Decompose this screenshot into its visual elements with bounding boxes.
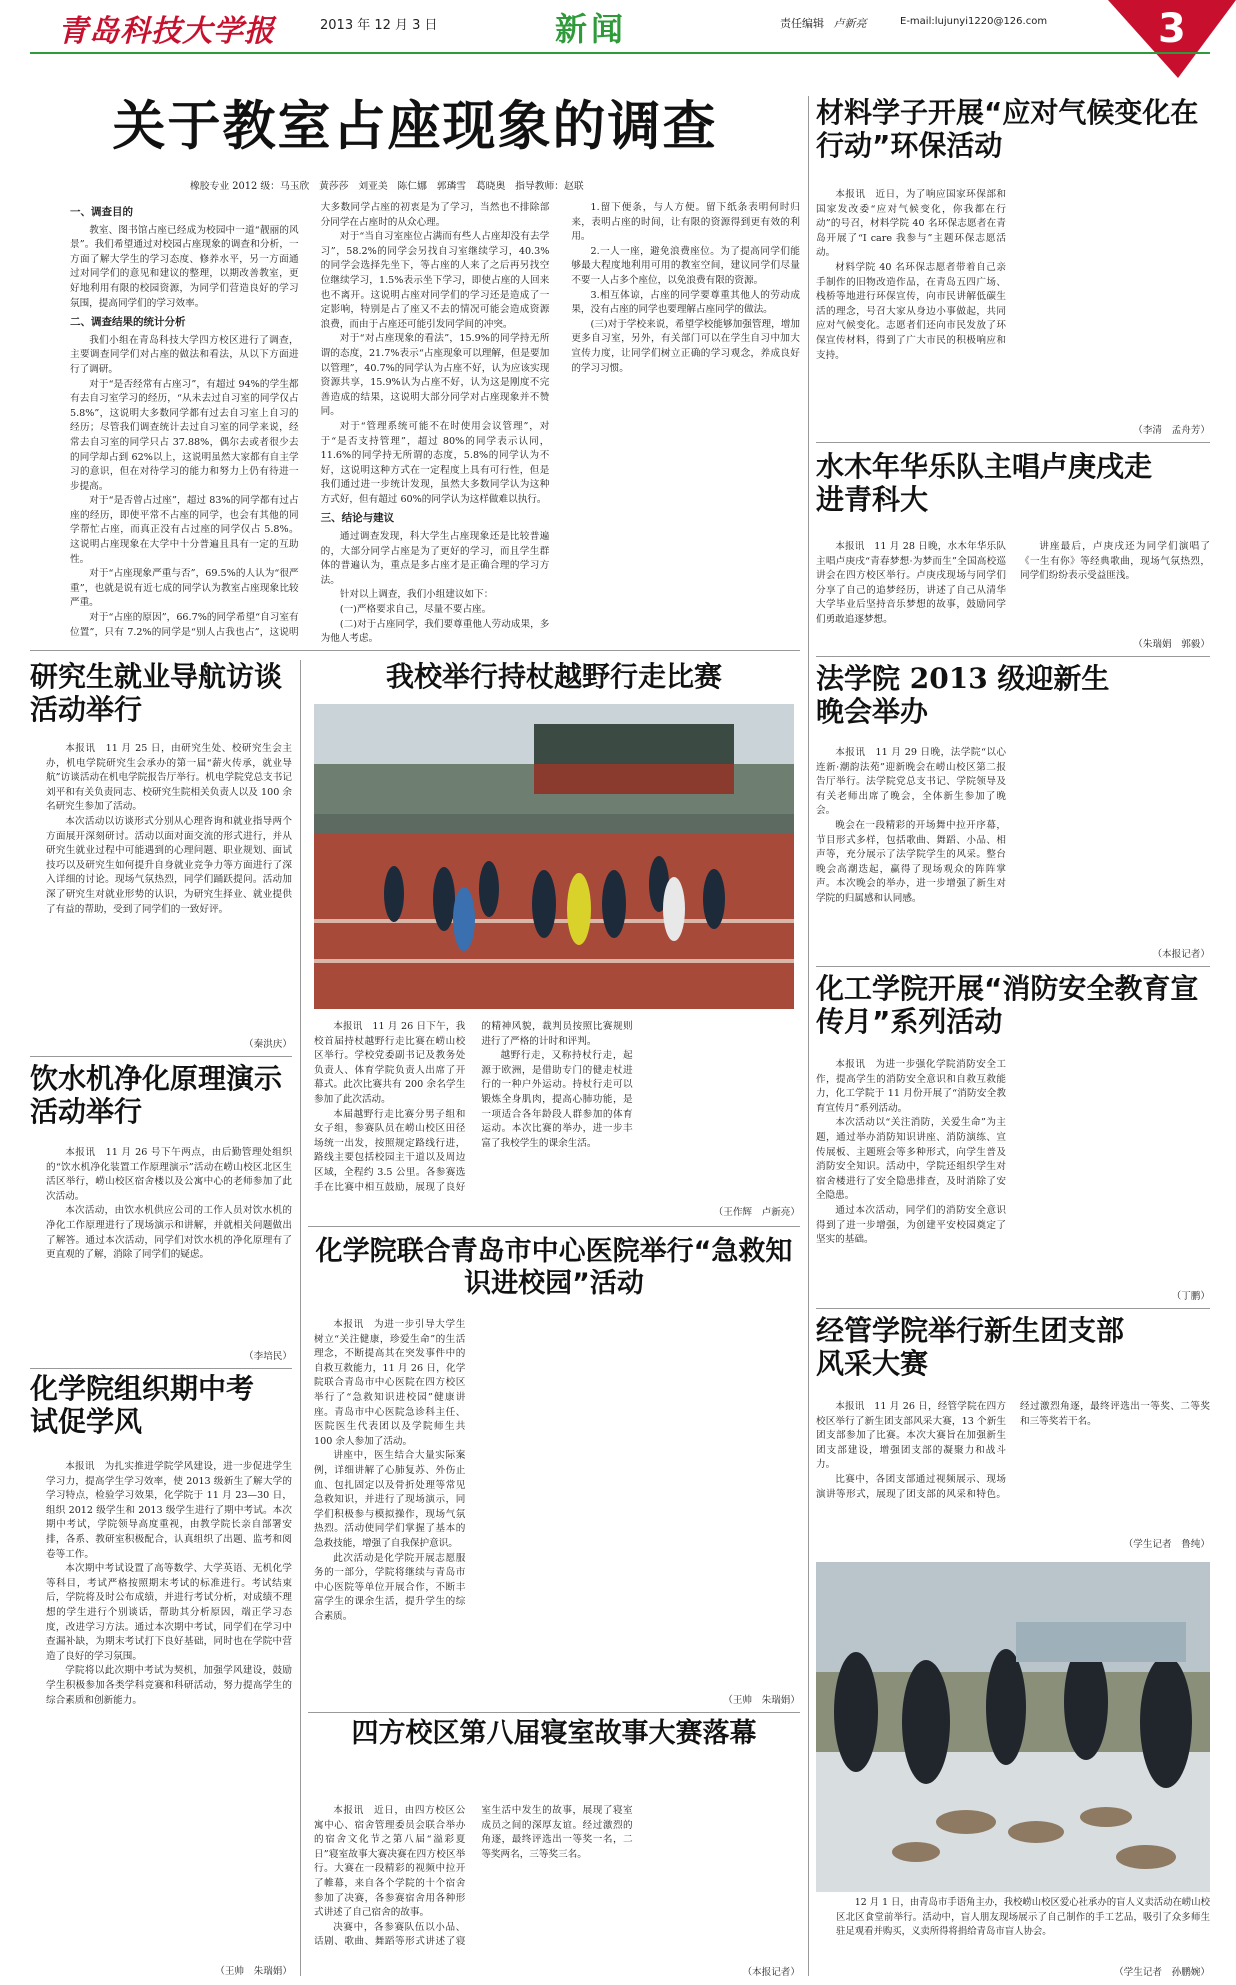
pole-walk-paragraph: 本报讯 11 月 26 日下午，我校首届持杖越野行走比赛在崂山校区举行。学校党委副书记及教务处负责人、体育学院负责人出席了开幕式。此次比赛共有 200 余名学生参加了此次活动。 bbox=[314, 1021, 466, 1105]
band-title: 水木年华乐队主唱卢庚戌走进青科大 bbox=[816, 450, 1153, 517]
column-rule bbox=[808, 96, 809, 1976]
band-paragraph: 讲座最后，卢庚戌还为同学们演唱了《一生有你》等经典歌曲，现场气氛热烈，同学们纷纷表示受益匪浅。 bbox=[1020, 541, 1210, 582]
editor-label-text: 责任编辑 bbox=[780, 17, 824, 30]
first-aid-credit: （王帅 朱瑞娟） bbox=[723, 1695, 800, 1706]
grad-paragraph: 本报讯 11 月 25 日，由研究生处、校研究生会主办，机电学院研究生会承办的第一届“薪火传承，就业导航”访谈活动在机电学院报告厅举行。机电学院党总支书记刘平和有关负责同志、校研究生院相关负责人以及 100 余名研究生参加了活动。 bbox=[46, 743, 292, 813]
section-rule bbox=[816, 442, 1210, 443]
first-aid-title: 化学院联合青岛市中心医院举行“急救知识进校园”活动 bbox=[315, 1236, 793, 1299]
band-paragraph: 本报讯 11 月 28 日晚，水木年华乐队主唱卢庚戌“青春梦想·为梦而生”全国高校巡讲会在四方校区举行。卢庚戌现场与同学们分享了自己的追梦经历，讲述了自己从清华大学毕业后坚持音乐梦想的故事，鼓励同学们勇敢追逐梦想。 bbox=[816, 541, 1006, 625]
section-name: 新闻 bbox=[555, 10, 628, 48]
lead-article bbox=[30, 96, 800, 656]
water-title: 饮水机净化原理演示活动举行 bbox=[30, 1062, 283, 1129]
lead-heading-2: 二、调查结果的统计分析 bbox=[70, 316, 186, 329]
lead-heading-1: 一、调查目的 bbox=[70, 206, 133, 218]
paper-name: 青岛科技大学报 bbox=[58, 14, 275, 49]
lead-paragraph: (一)严格要求自己，尽量不要占座。 bbox=[339, 604, 492, 616]
water-paragraph: 本次活动，由饮水机供应公司的工作人员对饮水机的净化工作原理进行了现场演示和讲解，并就相关问题做出了解答。通过本次活动，同学们对饮水机的净化原理有了更直观的了解，消除了同学们的疑虑。 bbox=[46, 1205, 292, 1261]
grad-paragraph: 本次活动以访谈形式分别从心理咨询和就业指导两个方面展开深刻研讨。活动以面对面交流的形式进行，并从研究生就业过程中可能遇到的心理问题、职业规划、面试技巧以及研究生如何提升自身就业竞争力等方面进行了深入详细的讨论。现场气氛热烈，同学们踊跃提问。活动加深了研究生对就业形势的认识，为研究生择业、就业提供了有益的帮助，受到了同学们的一致好评。 bbox=[46, 815, 292, 915]
environment-article bbox=[816, 96, 1210, 436]
first-aid-paragraph: 讲座中，医生结合大量实际案例，详细讲解了心肺复苏、外伤止血、包扎固定以及骨折处理等常见急救知识，并进行了现场演示，同学们积极参与模拟操作，现场气氛热烈。活动使同学们掌握了基本的急救技能，增强了自我保护意识。 bbox=[314, 1450, 466, 1549]
first-aid-body bbox=[314, 1318, 800, 1684]
fire-paragraph: 本次活动以“关注消防，关爱生命”为主题，通过举办消防知识讲座、消防演练、宣传展板、主题班会等多种形式，向学生普及消防安全知识。活动中，学院还组织学生对宿舍楼进行了安全隐患排查，及时消除了安全隐患。 bbox=[816, 1117, 1006, 1202]
section-rule bbox=[30, 650, 800, 651]
section-rule bbox=[308, 1712, 800, 1713]
lead-paragraph: 对于“对占座现象的看法”，15.9%的同学持无所谓的态度，21.7%表示“占座现象可以理解，但是要加以管理”，40.7%的同学认为占座不好，认为应该实现资源共享，15.9%认为占座不好，认为这是刚度不完善造成的结果，这说明大部分同学对占座现象并不赞同。 bbox=[320, 333, 550, 418]
lead-paragraph: 对于“是否经常有占座习”，有超过 94%的学生都有去自习室学习的经历，“从未去过自习室的同学仅占 5.8%”，这说明大多数同学都有过去自习室上自习的经历；尽管我们调查统计去过自习室的同学来说，经常去自习室的同学只占 37.88%，偶尔去或者很少去的同学却占到 62%以上，这说明虽然大家都有自主学习的意识，但在对待学习的能力和努力上仍有待进一步提高。 bbox=[70, 378, 299, 492]
youth-league-article bbox=[816, 1314, 1210, 1550]
dorm-paragraph: 本报讯 近日，由四方校区公寓中心、宿舍管理委员会联合举办的宿舍文化节之第八届“溢彩夏日”寝室故事大赛决赛在四方校区举行。大赛在一段精彩的视频中拉开了帷幕，来自各个学院的十个宿舍参加了决赛，各参赛宿舍用各种形式讲述了自己宿舍的故事。 bbox=[314, 1805, 466, 1919]
lead-paragraph: 对于“当自习室座位占满而有些人占座却没有去学习”，58.2%的同学会另找自习室继续学习，40.3%的同学会选择先坐下，等占座的人来了之后再另找空位继续学习，1.5%表示坐下学习，即使占座的人回来也不离开。这说明占座对同学们的学习还是造成了一定影响，特别是占了座又不去的情况可能会造成资源浪费，而由于占座还可能引发同学间的冲突。 bbox=[320, 231, 550, 330]
pole-walk-paragraph: 越野行走，又称持杖行走，起源于欧洲，是借助专门的健走杖进行的一种户外运动。持杖行走可以锻炼全身肌肉，提高心肺功能，是一项适合各年龄段人群参加的体育运动。本次比赛的举办，进一步丰富了我校学生的课余生活。 bbox=[481, 1050, 633, 1149]
column-rule bbox=[300, 660, 301, 1976]
chem-exam-body bbox=[46, 1460, 292, 1952]
charity-caption-credit: （学生记者 孙鹏婉） bbox=[1114, 1967, 1210, 1978]
fire-credit: （丁鹏） bbox=[1171, 1291, 1210, 1302]
lead-body bbox=[70, 201, 800, 651]
environment-credit: （李清 孟舟芳） bbox=[1133, 425, 1210, 436]
section-rule bbox=[816, 1308, 1210, 1309]
editor-email: E-mail:lujunyi1220@126.com bbox=[900, 16, 1048, 27]
law-body bbox=[816, 746, 1210, 938]
grad-article bbox=[30, 660, 292, 1050]
youth-league-title: 经管学院举行新生团支部风采大赛 bbox=[816, 1314, 1125, 1381]
environment-paragraph: 材料学院 40 名环保志愿者带着自己亲手制作的旧物改造作品，在青岛五四广场、栈桥等地进行环保宣传，向市民讲解低碳生活的理念，号召大家从身边小事做起，共同应对气候变化。志愿者们还向市民发放了环保宣传材料，得到了广大市民的积极响应和支持。 bbox=[816, 261, 1006, 361]
masthead bbox=[0, 0, 1236, 80]
lead-paragraph: 对于“占座的原因”，66.7%的同学希望“自习室有位置”，只有 7.2%的同学是“别人占我也占”，这说明大多数同学占座的初衷是为了学习，当然也不排除部分同学在占座时的从众心理。 bbox=[70, 202, 550, 638]
lead-heading-3: 三、结论与建议 bbox=[320, 512, 395, 525]
chem-exam-paragraph: 本报讯 为扎实推进学院学风建设，进一步促进学生学习力，提高学生学习效率，使 2013 级新生了解大学的学习特点，检验学习效果，化学院于 11 月 23—30 日，组织 2012 级学生和 2013 级学生进行了期中考试。本次期中考试，学院领导高度重视，由教学院长亲自部署安排，各系、教研室积极配合，认真组织了出题、监考和阅卷等工作。 bbox=[46, 1461, 292, 1560]
lead-title: 关于教室占座现象的调查 bbox=[112, 96, 718, 157]
law-paragraph: 本报讯 11 月 29 日晚，法学院“以心连新·潮韵法苑”迎新晚会在崂山校区第二报告厅举行。法学院党总支书记、学院领导及有关老师出席了晚会，全体新生参加了晚会。 bbox=[816, 747, 1006, 817]
lead-paragraph: (二)对于占座同学，我们要尊重他人劳动成果，多为他人考虑。 bbox=[320, 618, 550, 645]
fire-paragraph: 通过本次活动，同学们的消防安全意识得到了进一步增强，为创建平安校园奠定了坚实的基础。 bbox=[816, 1204, 1006, 1246]
fire-body bbox=[816, 1058, 1210, 1280]
charity-photo-image bbox=[816, 1562, 1210, 1892]
dorm-credit: （本报记者） bbox=[742, 1967, 800, 1978]
first-aid-article bbox=[308, 1236, 800, 1706]
charity-photo bbox=[816, 1562, 1210, 1892]
pole-walk-paragraph: 本届越野行走比赛分男子组和女子组，参赛队员在崂山校区田径场统一出发，按照规定路线行进，路线主要包括校园主干道以及周边区域，全程约 3.5 公里。各参赛选手在比赛中相互鼓励，展现了良好的精神风貌，裁判员按照比赛规则进行了严格的计时和评判。 bbox=[314, 1021, 633, 1193]
law-article bbox=[816, 662, 1210, 960]
first-aid-paragraph: 此次活动是化学院开展志愿服务的一部分，学院将继续与青岛市中心医院等单位开展合作，不断丰富学生的课余生活，提升学生的综合素质。 bbox=[314, 1552, 466, 1622]
page-number: 3 bbox=[1158, 6, 1186, 52]
lead-paragraph: 3.相互体谅，占座的同学要尊重其他人的劳动成果，没有占座的同学也要理解占座同学的做法。 bbox=[571, 289, 800, 316]
lead-paragraph: (三)对于学校来说，希望学校能够加强管理，增加更多自习室，另外，有关部门可以在学生自习中加大宣传力度，让同学们树立正确的学习观念，养成良好的学习习惯。 bbox=[571, 318, 800, 374]
lead-paragraph: 通过调查发现，科大学生占座现象还是比较普遍的，大部分同学占座是为了更好的学习，而且学生群体的普遍认为，重点是多占座才是正确合理的学习方法。 bbox=[320, 531, 550, 586]
pole-walk-article bbox=[308, 660, 800, 1218]
water-body bbox=[46, 1146, 292, 1336]
chem-exam-article bbox=[30, 1372, 292, 1977]
lead-byline: 橡胶专业 2012 级：马玉欣 黄莎莎 刘亚美 陈仁娜 郭璘雪 葛晓奥 指导教师：赵联 bbox=[190, 181, 584, 192]
section-rule bbox=[816, 966, 1210, 967]
water-paragraph: 本报讯 11 月 26 号下午两点，由后勤管理处组织的“饮水机净化装置工作原理演示”活动在崂山校区北区生活区举行，崂山校区宿舍楼以及公寓中心的老师参加了此次活动。 bbox=[46, 1147, 292, 1202]
youth-league-credit: （学生记者 鲁纯） bbox=[1123, 1539, 1210, 1550]
pole-walk-body bbox=[314, 1020, 800, 1198]
chem-exam-credit: （王帅 朱瑞娟） bbox=[215, 1966, 292, 1977]
lead-paragraph: 2.一人一座，避免浪费座位。为了提高同学们能够最大程度地利用可用的教室空间，建议同学们尽量不要一人占多个座位，以免浪费有限的资源。 bbox=[571, 245, 800, 286]
pole-walk-photo-image bbox=[314, 704, 794, 1009]
fire-article bbox=[816, 972, 1210, 1302]
section-rule bbox=[816, 656, 1210, 657]
issue-date: 2013 年 12 月 3 日 bbox=[320, 18, 438, 33]
grad-credit: （秦洪庆） bbox=[244, 1039, 292, 1050]
dorm-body bbox=[314, 1804, 800, 1956]
chem-exam-title: 化学院组织期中考试促学风 bbox=[30, 1372, 255, 1439]
charity-caption bbox=[836, 1896, 1210, 1978]
environment-title: 材料学子开展“应对气候变化在行动”环保活动 bbox=[816, 96, 1199, 163]
chem-exam-paragraph: 本次期中考试设置了高等数学、大学英语、无机化学等科目，考试严格按照期末考试的标准进行。考试结束后，学院将及时公布成绩，并进行考试分析，对成绩不理想的学生进行个别谈话，帮助其分析原因，端正学习态度，改进学习方法。通过本次期中考试，同学们在学习中查漏补缺，为期末考试打下良好基础，同时也在学院中营造了良好的学习氛围。 bbox=[46, 1563, 292, 1662]
youth-league-paragraph: 比赛中，各团支部通过视频展示、现场演讲等形式，展现了团支部的风采和特色。经过激烈角逐，最终评选出一等奖、二等奖和三等奖若干名。 bbox=[816, 1401, 1210, 1500]
lead-paragraph: 1.留下便条，与人方便。留下纸条表明何时归来，表明占座的时间，让有限的资源得到更有效的利用。 bbox=[571, 202, 800, 243]
dorm-article bbox=[308, 1718, 800, 1978]
lead-paragraph: 我们小组在青岛科技大学四方校区进行了调查，主要调查同学们对占座的做法和看法，从以下方面进行了调研。 bbox=[70, 334, 299, 375]
editor-label bbox=[780, 15, 867, 31]
fire-paragraph: 本报讯 为进一步强化学院消防安全工作，提高学生的消防安全意识和自救互救能力，化工学院于 11 月份开展了“消防安全教育宣传月”系列活动。 bbox=[816, 1059, 1006, 1114]
law-paragraph: 晚会在一段精彩的开场舞中拉开序幕，节目形式多样，包括歌曲、舞蹈、小品、相声等，充分展示了法学院学生的风采。整台晚会高潮迭起，赢得了现场观众的阵阵掌声。本次晚会的举办，进一步增强了新生对学院的归属感和认同感。 bbox=[816, 819, 1006, 904]
law-title: 法学院 2013 级迎新生晚会举办 bbox=[816, 662, 1110, 729]
dorm-title: 四方校区第八届寝室故事大赛落幕 bbox=[351, 1718, 757, 1749]
environment-body bbox=[816, 188, 1210, 414]
pole-walk-title: 我校举行持杖越野行走比赛 bbox=[385, 660, 722, 693]
environment-paragraph: 本报讯 近日，为了响应国家环保部和国家发改委“应对气候变化，你我都在行动”的号召，材料学院 40 名环保志愿者在青岛开展了“I care 我参与”主题环保志愿活动。 bbox=[816, 189, 1006, 259]
lead-paragraph: 对于“占座现象严重与否”，69.5%的人认为“很严重”，也就是说有近七成的同学认为教室占座现象比较严重。 bbox=[70, 568, 299, 609]
pole-walk-credit: （王作辉 卢新亮） bbox=[713, 1207, 800, 1218]
charity-caption-text: 12 月 1 日，由青岛市手语角主办，我校崂山校区爱心社承办的盲人义卖活动在崂山校区北区食堂前举行。活动中，盲人朋友现场展示了自己制作的手工艺品，吸引了众多师生驻足观看并购买，义卖所得将捐给青岛市盲人协会。 bbox=[836, 1897, 1210, 1937]
band-credit: （朱瑞娟 郭毅） bbox=[1133, 639, 1210, 650]
water-credit: （李培民） bbox=[244, 1351, 292, 1362]
fire-title: 化工学院开展“消防安全教育宣传月”系列活动 bbox=[816, 972, 1199, 1039]
lead-paragraph: 对于“管理系统可能不在时使用会议管理”，对于“是否支持管理”，超过 80%的同学表示认同，11.6%的同学持无所谓的态度，5.8%的同学认为不好，这说明这种方式在一定程度上具有可行性，但是我们通过进一步统计发现，虽然大多数同学认为这种方式好，但有超过 60%的同学认为这样做难以执行。 bbox=[320, 420, 550, 505]
grad-title: 研究生就业导航访谈活动举行 bbox=[30, 660, 283, 727]
editor-name: 卢新亮 bbox=[833, 17, 867, 30]
pole-walk-photo bbox=[314, 704, 794, 1009]
water-article bbox=[30, 1062, 292, 1362]
masthead-rule bbox=[30, 52, 1210, 54]
law-credit: （本报记者） bbox=[1152, 949, 1210, 960]
youth-league-body bbox=[816, 1400, 1210, 1530]
lead-paragraph: 针对以上调查，我们小组建议如下： bbox=[339, 589, 494, 601]
section-rule bbox=[30, 1368, 292, 1369]
grad-body bbox=[46, 742, 292, 1022]
band-body bbox=[816, 540, 1210, 630]
band-article bbox=[816, 450, 1210, 650]
section-rule bbox=[308, 1226, 800, 1227]
dorm-paragraph: 决赛中，各参赛队伍以小品、话剧、歌曲、舞蹈等形式讲述了寝室生活中发生的故事，展现了寝室成员之间的深厚友谊。经过激烈的角逐，最终评选出一等奖一名，二等奖两名，三等奖三名。 bbox=[314, 1805, 633, 1948]
lead-paragraph: 教室、图书馆占座已经成为校园中一道“靓丽的风景”。我们希望通过对校园占座现象的调查和分析，一方面了解大学生的学习态度、修养水平，另一方面通过对同学们的意见和建议的整理，以期改善教室，更好地利用有限的校园资源，为同学们营造良好的学习氛围，提高同学们的学习效率。 bbox=[70, 224, 299, 309]
section-rule bbox=[30, 1056, 292, 1057]
youth-league-paragraph: 本报讯 11 月 26 日，经管学院在四方校区举行了新生团支部风采大赛，13 个新生团支部参加了比赛。本次大赛旨在加强新生团支部建设，增强团支部的凝聚力和战斗力。 bbox=[816, 1401, 1006, 1471]
first-aid-paragraph: 本报讯 为进一步引导大学生树立“关注健康，珍爱生命”的生活理念，不断提高其在突发事件中的自救互救能力，11 月 26 日，化学院联合青岛市中心医院在四方校区举行了“急救知识进校园”健康讲座。青岛市中心医院急诊科主任、医院医生代表团以及学院师生共 100 余人参加了活动。 bbox=[314, 1319, 466, 1447]
chem-exam-paragraph: 学院将以此次期中考试为契机，加强学风建设，鼓励学生积极参加各类学科竞赛和科研活动，努力提高学生的综合素质和创新能力。 bbox=[46, 1665, 292, 1706]
lead-paragraph: 对于“是否曾占过座”，超过 83%的同学都有过占座的经历，即使平常不占座的同学，也会有其他的同学帮忙占座，而真正没有占过座的同学仅占 5.8%。这说明占座现象在大学中十分普遍且具有一定的互助性。 bbox=[70, 495, 299, 565]
